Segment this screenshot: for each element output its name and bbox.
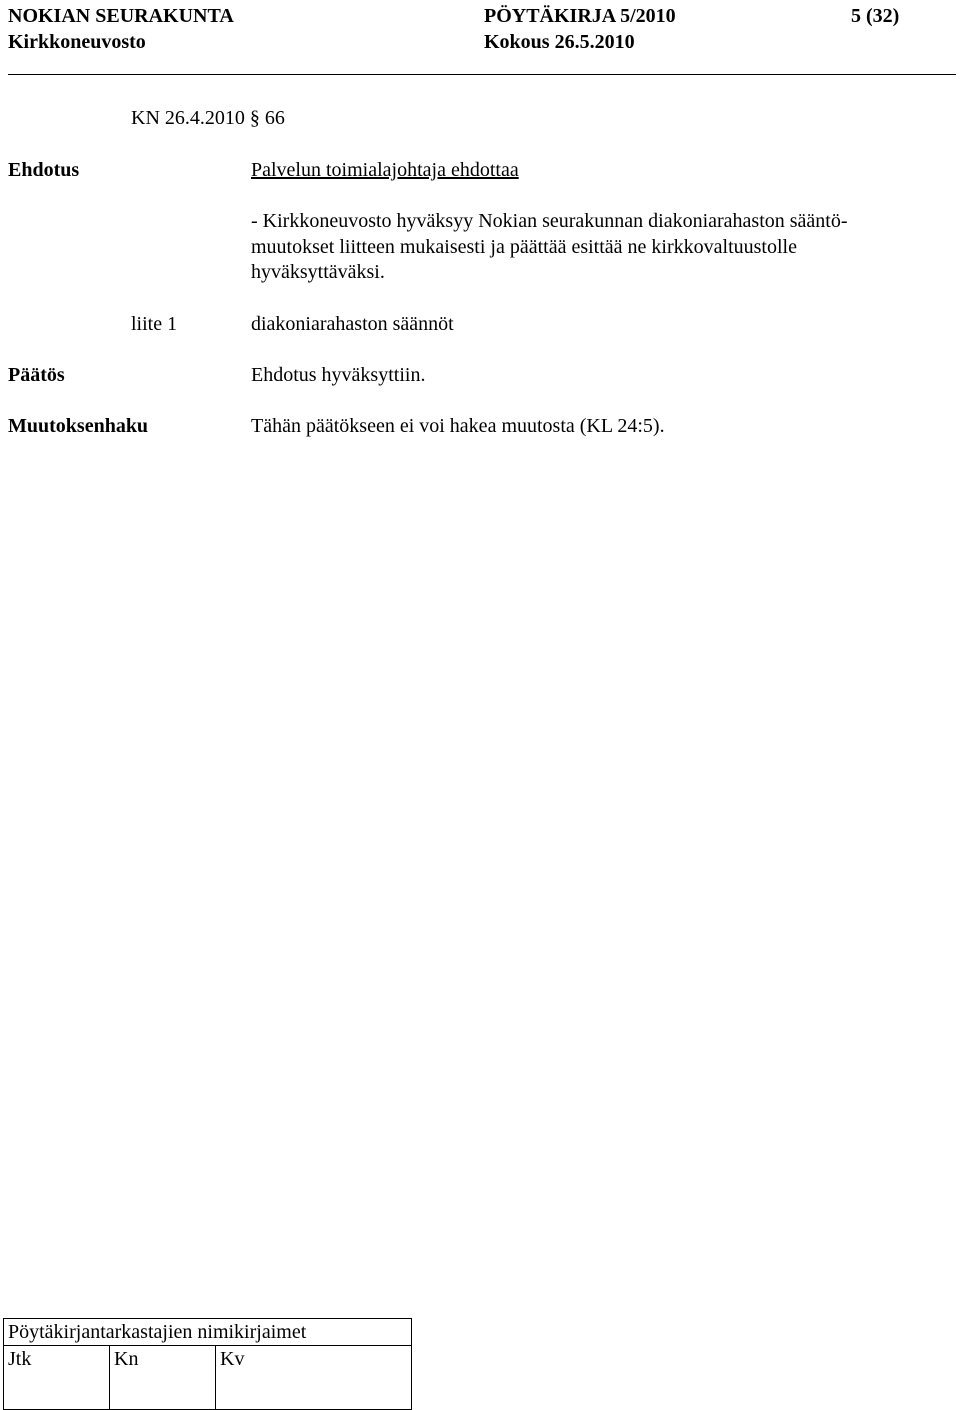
ehdotus-label: Ehdotus [8,159,80,181]
ehdotus-line-3: hyväksyttäväksi. [251,261,385,283]
signature-table [3,1318,412,1410]
ehdotus-line-2: muutokset liitteen mukaisesti ja päättää esittää ne kirkkovaltuustolle [251,236,797,258]
org-name: NOKIAN SEURAKUNTA [8,5,234,27]
body-name: Kirkkoneuvosto [8,31,146,53]
signature-cell-kn: Kn [110,1346,216,1410]
meeting-date: Kokous 26.5.2010 [484,31,635,53]
signature-cell-jtk: Jtk [4,1346,110,1410]
signature-title: Pöytäkirjantarkastajien nimikirjaimet [4,1319,412,1346]
page-number: 5 (32) [851,5,900,27]
muutoksenhaku-text: Tähän päätökseen ei voi hakea muutosta (KL 24:5). [251,415,665,437]
signature-cell-kv: Kv [216,1346,412,1410]
ehdotus-intro: Palvelun toimialajohtaja ehdottaa [251,159,519,181]
document-type: PÖYTÄKIRJA 5/2010 [484,5,676,27]
reference-line: KN 26.4.2010 § 66 [131,107,285,129]
attachment-text: diakoniarahaston säännöt [251,313,454,335]
header-divider [8,74,956,75]
muutoksenhaku-label: Muutoksenhaku [8,415,149,437]
attachment-label: liite 1 [131,313,178,335]
ehdotus-line-1: - Kirkkoneuvosto hyväksyy Nokian seurakunnan diakoniarahaston sääntö- [251,210,848,232]
paatos-label: Päätös [8,364,65,386]
paatos-text: Ehdotus hyväksyttiin. [251,364,426,386]
